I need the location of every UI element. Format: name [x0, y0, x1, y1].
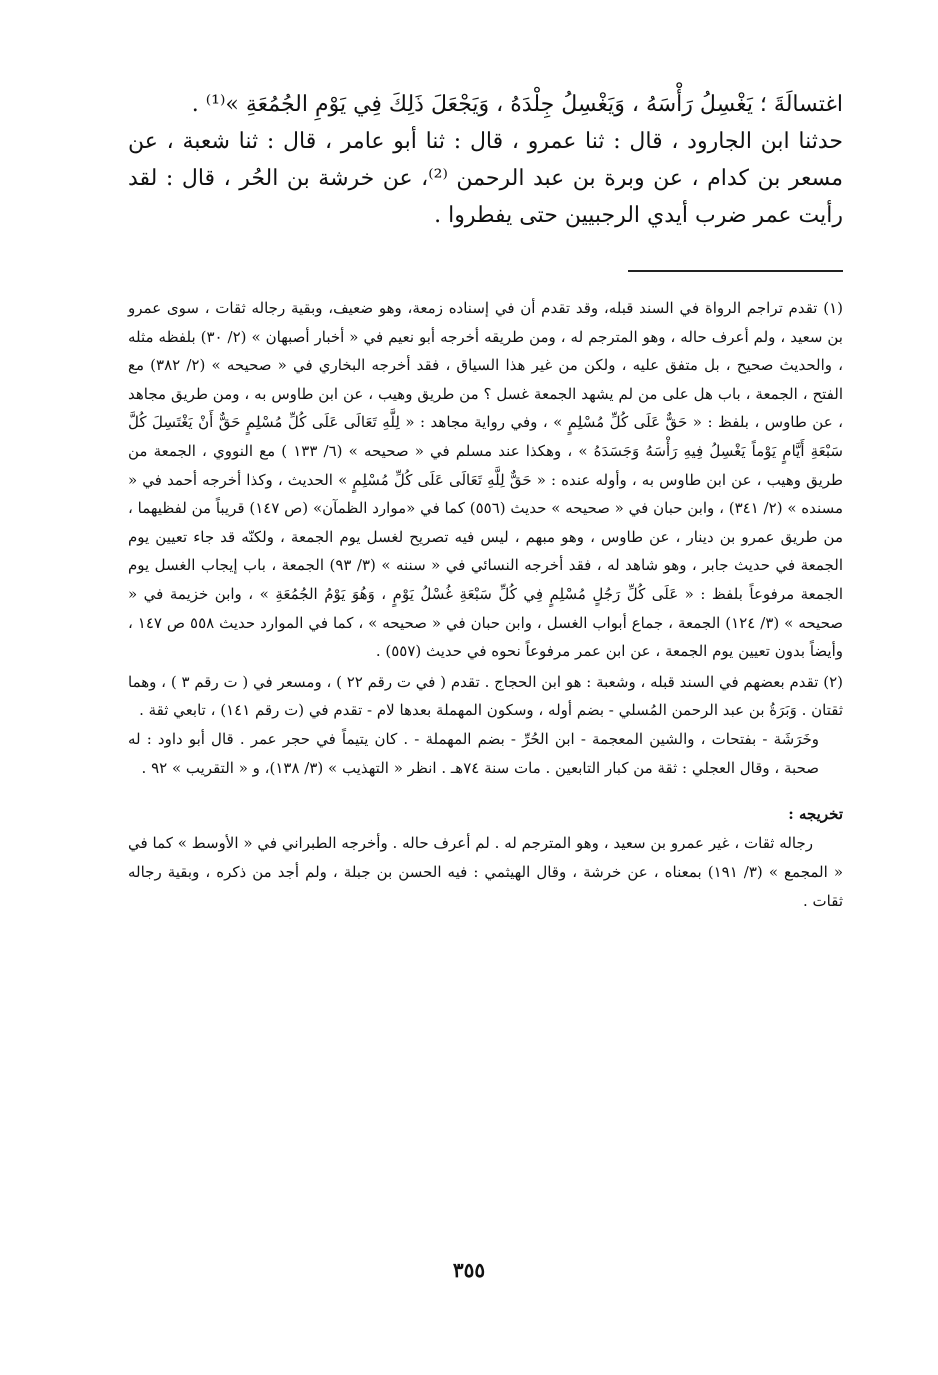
- document-page: [128, 86, 843, 1326]
- footnotes: [128, 294, 843, 782]
- takhrij-section: [128, 800, 843, 916]
- page-number: ٣٥٥: [452, 1258, 486, 1282]
- main-text-line-1: اغتسالَةَ ؛ يَغْسِلُ رَأْسَهُ ، وَيَغْسِلُ جِلْدَهُ ، وَيَجْعَلَ ذَلِكَ فِي يَوْمِ الجُمُعَةِ »⁽¹⁾ .: [191, 92, 843, 117]
- footnote-divider-wrap: [128, 270, 843, 272]
- footnote-2-paragraph-1: (٢) تقدم بعضهم في السند قبله ، وشعبة : هو ابن الحجاج . تقدم ( في ت رقم ٢٢ ) ، ومسعر في ( ت رقم ٣ ) ، وهما ثقتان . وَبَرَةُ بن عبد الرحمن المُسلي - بضم أوله ، وسكون المهملة بعدها لام - تقدم في (ت رقم ١٤١) ، تابعي ثقة .: [128, 672, 843, 720]
- footnote-1-paragraph: (١) تقدم تراجم الرواة في السند قبله، وقد تقدم أن في إسناده زمعة، وهو ضعيف، وبقية رجاله ثقات ، سوى عمرو بن سعيد ، ولم أعرف حاله ، وهو المترجم له ، ومن طريقه أخرجه أبو نعيم في « أخبار أصبهان » (٢/ ٣٠) بلفظه مثله ، والحديث صحيح ، بل متفق عليه ، ولكن من غير هذا السياق ، فقد أخرجه البخاري في « صحيحه » (٢/ ٣٨٢) مع الفتح ، الجمعة ، باب هل على من لم يشهد الجمعة غسل ؟ من طريق وهيب ، عن ابن طاوس به ، ومن طريق مجاهد ، عن طاوس ، بلفظ : « حَقٌّ عَلَى كُلِّ مُسْلِمٍ » ، وفي رواية مجاهد : « لِلَّهِ تَعَالَى عَلَى كُلِّ مُسْلِمٍ حَقٌّ أَنْ يَغْتَسِلَ كُلَّ سَبْعَةِ أَيَّامٍ يَوْماً يَغْسِلُ فِيهِ رَأْسَهُ وَجَسَدَهُ » ، وهكذا عند مسلم في « صحيحه » (٦/ ١٣٣ ) مع النووي ، الجمعة من طريق وهيب ، عن ابن طاوس به ، وأوله عنده : « حَقٌّ لِلَّهِ تَعَالَى عَلَى كُلِّ مُسْلِمٍ » الحديث ، وكذا أخرجه أحمد في « مسنده » (٢/ ٣٤١) ، وابن حبان في « صحيحه » حديث (٥٥٦) كما في «موارد الظمآن» (ص ١٤٧) قريباً من لفظيهما ، من طريق عمرو بن دينار ، عن طاوس ، وهو مبهم ، ليس فيه تصريح لغسل يوم الجمعة ، ولكنّه قد جاء تعيين يوم الجمعة في حديث جابر ، وهو شاهد له ، فقد أخرجه النسائي في « سننه » (٣/ ٩٣) الجمعة ، باب إيجاب الغسل يوم الجمعة مرفوعاً بلفظ : « عَلَى كُلِّ رَجُلٍ مُسْلِمٍ فِي كُلِّ سَبْعَةِ غُسْلُ يَوْمٍ ، وَهُوَ يَوْمُ الجُمُعَةِ » ، وابن خزيمة في « صحيحه » (٣/ ١٢٤) الجمعة ، جماع أبواب الغسل ، وابن حبان في « صحيحه » ، كما في الموارد حديث ٥٥٨ ص ١٤٧ ، وأيضاً بدون تعيين يوم الجمعة ، عن ابن عمر مرفوعاً نحوه في حديث (٥٥٧) .: [128, 299, 843, 661]
- takhrij-heading: تخريجه :: [788, 805, 843, 824]
- footnote-2-paragraph-2: وخَرَشَة - بفتحات ، والشين المعجمة - ابن الحُرِّ - بضم المهملة - . كان يتيماً في حجر عمر . قال أبو داود : له صحبة ، وقال العجلي : ثقة من كبار التابعين . مات سنة ٧٤هـ . انظر « التهذيب » (٣/ ١٣٨)، و « التقريب » ٩٢ .: [128, 729, 819, 777]
- footnote-1: [128, 294, 843, 666]
- main-text: [128, 86, 843, 234]
- takhrij-text: رجاله ثقات ، غير عمرو بن سعيد ، وهو المترجم له . لم أعرف حاله . وأخرجه الطبراني في « الأوسط » كما في « المجمع » (٣/ ١٩١) بمعناه ، عن خرشة ، وقال الهيثمي : فيه الحسن بن جبلة ، ولم أجد من ذكره ، وبقية رجاله ثقات .: [128, 834, 843, 911]
- main-text-paragraph-2: حدثنا ابن الجارود ، قال : ثنا عمرو ، قال : ثنا أبو عامر ، قال : ثنا شعبة ، عن مسعر بن كدام ، عن وبرة بن عبد الرحمن ⁽²⁾، عن خرشة بن الحُر ، قال : لقد رأيت عمر ضرب أيدي الرجبيين حتى يفطروا .: [128, 129, 843, 228]
- footnote-2: [128, 668, 843, 782]
- footnote-divider: [628, 270, 843, 272]
